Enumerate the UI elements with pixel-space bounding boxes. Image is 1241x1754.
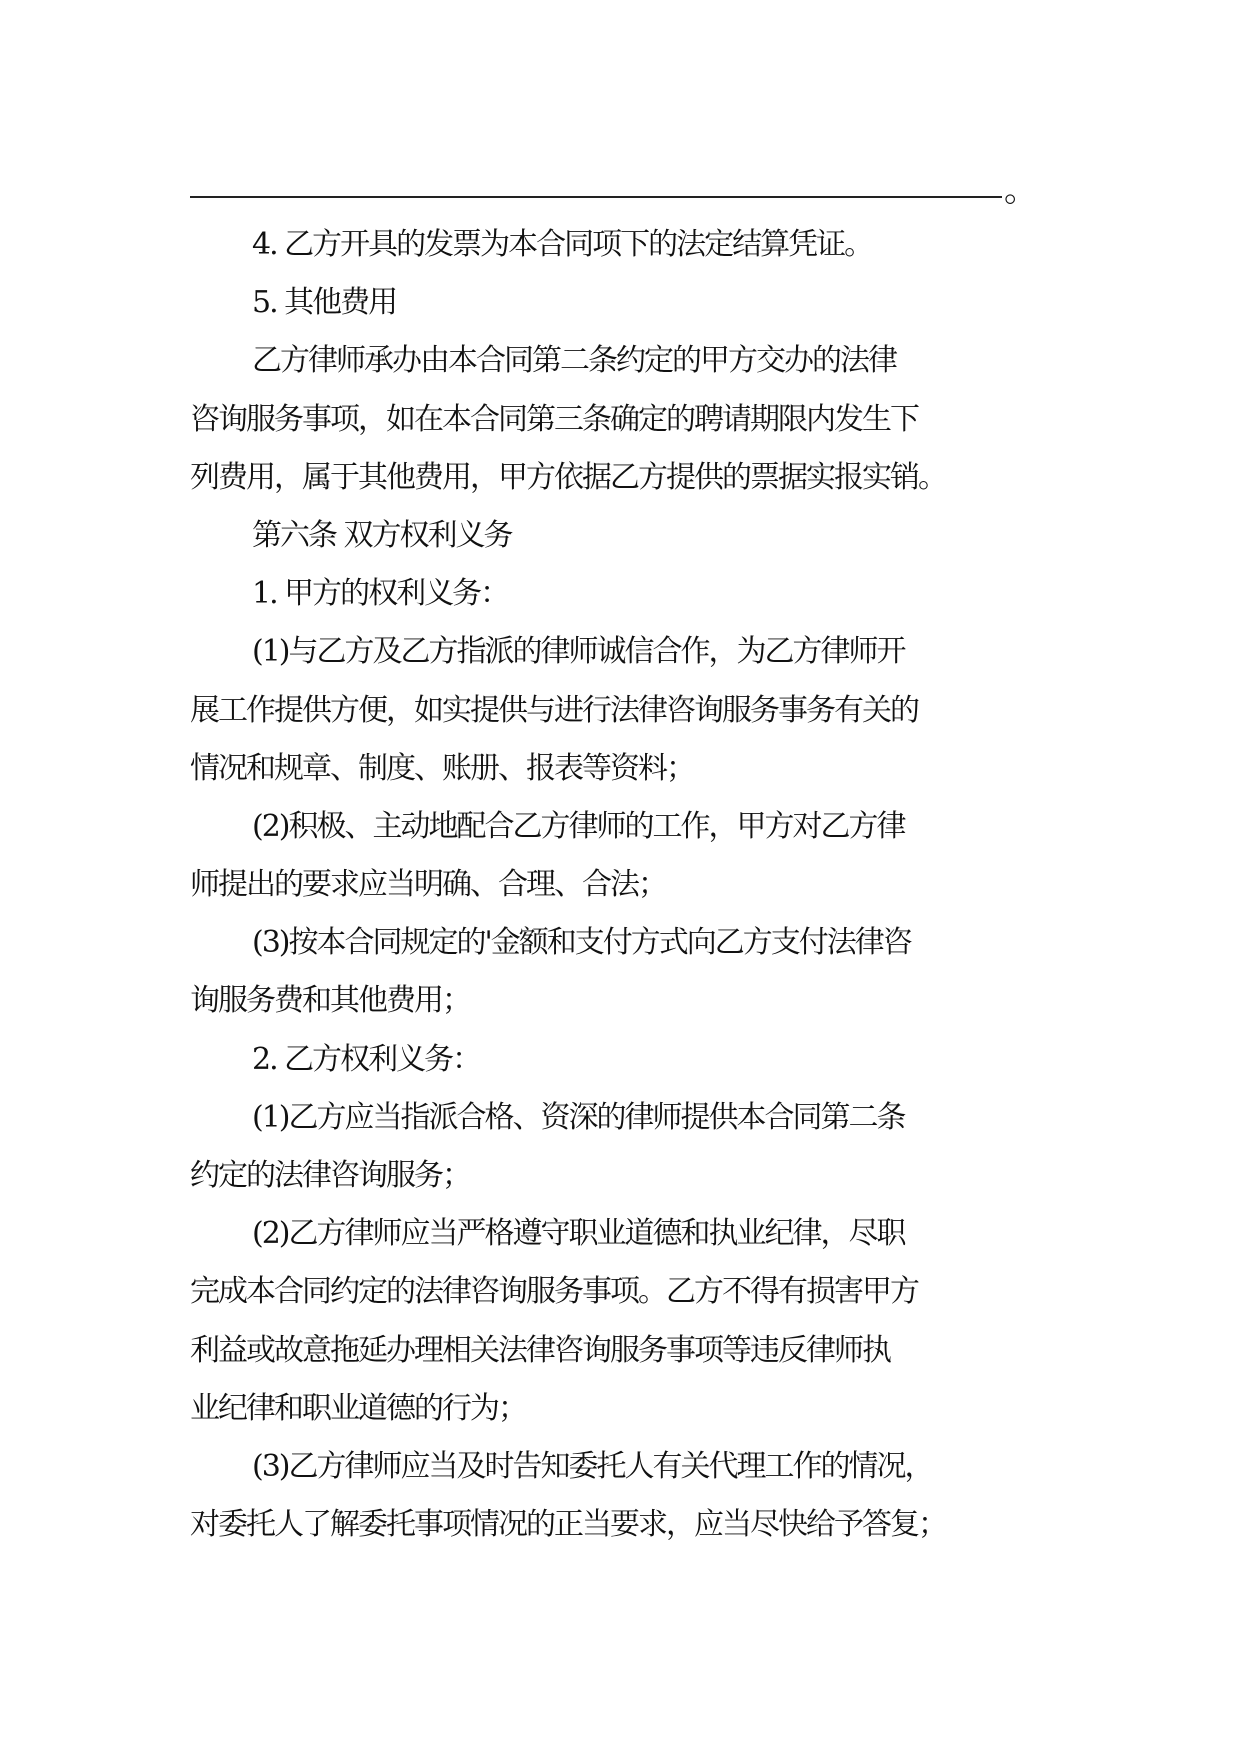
text-line: 5. 其他费用 xyxy=(252,285,397,321)
blank-period: 。 xyxy=(1004,170,1038,210)
text-line: 4. 乙方开具的发票为本合同项下的法定结算凭证。 xyxy=(252,227,873,262)
text-line: 师提出的要求应当明确、合理、合法； xyxy=(190,867,666,903)
text-line: 完成本合同约定的法律咨询服务事项。乙方不得有损害甲方 xyxy=(190,1274,918,1310)
text-line: (1)乙方应当指派合格、资深的律师提供本合同第二条 xyxy=(252,1099,905,1135)
text-line: (3)按本合同规定的'金额和支付方式向乙方支付法律咨 xyxy=(252,925,911,961)
text-line: 2. 乙方权利义务： xyxy=(252,1041,481,1077)
text-line: (3)乙方律师应当及时告知委托人有关代理工作的情况， xyxy=(252,1448,933,1484)
text-line: 业纪律和职业道德的行为； xyxy=(190,1390,526,1426)
text-line: 咨询服务事项，如在本合同第三条确定的聘请期限内发生下 xyxy=(190,401,918,437)
text-line: 对委托人了解委托事项情况的正当要求，应当尽快给予答复； xyxy=(190,1507,946,1543)
document-body xyxy=(190,216,1060,1554)
text-line: (1)与乙方及乙方指派的律师诚信合作，为乙方律师开 xyxy=(252,634,905,670)
text-line: 情况和规章、制度、账册、报表等资料； xyxy=(190,750,694,786)
text-line: (2)积极、主动地配合乙方律师的工作，甲方对乙方律 xyxy=(252,808,905,844)
text-line: (2)乙方律师应当严格遵守职业道德和执业纪律，尽职 xyxy=(252,1216,905,1252)
text-line: 1. 甲方的权利义务： xyxy=(252,576,509,612)
text-line: 利益或故意拖延办理相关法律咨询服务事项等违反律师执 xyxy=(190,1332,890,1368)
text-line: 列费用，属于其他费用，甲方依据乙方提供的票据实报实销。 xyxy=(190,459,946,495)
fill-in-blank-line xyxy=(190,196,1002,198)
text-line: 第六条 双方权利义务 xyxy=(252,517,512,553)
text-line: 询服务费和其他费用； xyxy=(190,983,470,1019)
text-line: 展工作提供方便，如实提供与进行法律咨询服务事务有关的 xyxy=(190,692,918,728)
text-line: 约定的法律咨询服务； xyxy=(190,1158,470,1193)
text-line: 乙方律师承办由本合同第二条约定的甲方交办的法律 xyxy=(252,343,896,379)
